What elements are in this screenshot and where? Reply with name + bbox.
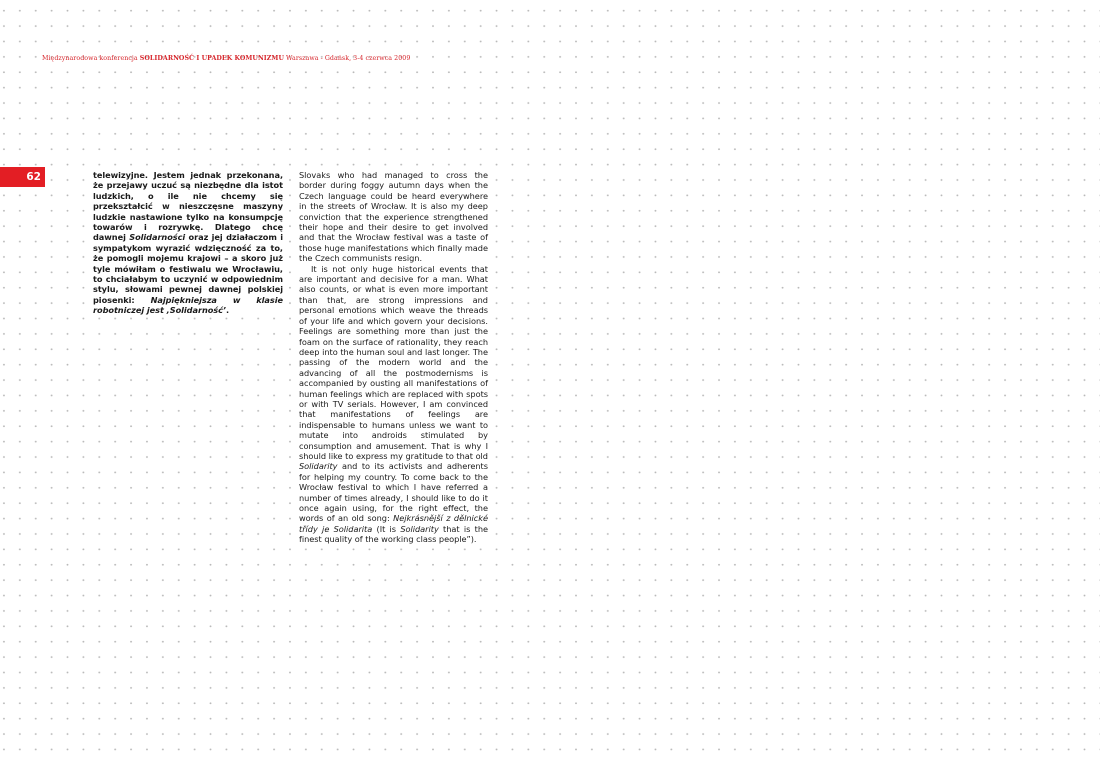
english-paragraph-1: Slovaks who had managed to cross the border during foggy autumn days when the Czech language could be heard everywhere in the streets of Wrocław. It is also my deep conviction that the experience strengthened their hope and their desire to get involved and that the Wrocław festival was a taste of those huge manifestations which finally made the Czech communists resign. <box>299 170 488 264</box>
page-number-tab <box>0 167 45 187</box>
english-paragraph-2 <box>299 264 488 545</box>
english-text-d: that is the finest quality of the working class people”). <box>299 523 489 545</box>
polish-text-c: . <box>225 305 230 316</box>
english-text-column <box>299 170 488 545</box>
polish-emphasis-b: Najpiękniejsza w klasie robotniczej jest ‚Solidarność’ <box>93 294 283 316</box>
header-suffix: Warszawa - Gdańsk, 3-4 czerwca 2009 <box>283 55 411 62</box>
header-title: SOLIDARNOŚĆ I UPADEK KOMUNIZMU <box>139 55 284 62</box>
polish-text-b: oraz jej działaczom i sympatykom wyrazić wdzięczność za to, że pomogli mojemu krajowi – a skoro już tyle mówiłam o festiwalu we Wrocławiu, to chciałabym to uczynić w odpowiednim stylu, słowami pewnej dawnej polskiej piosenki: <box>93 232 283 305</box>
page-number: 62 <box>26 171 41 183</box>
english-text-a: It is not only huge historical events that are important and decisive for a man. What also counts, or what is even more important than that, are strong impressions and personal emotions which weave the threads of your life and which govern your decisions. Feelings are something more than just the foam on the surface of rationality, they reach deep into the human soul and last longer. The passing of the modern world and the advancing of all the postmodernisms is accompanied by ousting all manifestations of human feelings which are replaced with spots or with TV serials. However, I am convinced that manifestations of feelings are indispensable to humans unless we want to mutate into androids stimulated by consumption and amusement. That is why I should like to express my gratitude to that old <box>299 263 488 461</box>
english-emphasis-2: Nejkrásnější z dělnické třídy je Solidarita <box>299 513 488 534</box>
polish-paragraph <box>93 170 283 316</box>
english-text-b: and to its activists and adherents for helping my country. To come back to the Wrocław festival to which I have referred a number of times already, I should like to do it once again using, for the right effect, the words of an old song: <box>299 461 488 524</box>
english-emphasis-3: Solidarity <box>400 523 439 534</box>
polish-text-column <box>93 170 283 316</box>
english-emphasis-1: Solidarity <box>299 461 338 472</box>
polish-text-a: telewizyjne. Jestem jednak przekonana, że przejawy uczuć są niezbędne dla istot ludzkich, o ile nie chcemy się przekształcić w nieszczęsne maszyny ludzkie nastawione tylko na konsumpcję towarów i rozrywkę. Dlatego chcę dawnej <box>93 170 283 243</box>
running-header <box>42 55 410 62</box>
header-prefix: Międzynarodowa konferencja <box>42 55 140 62</box>
polish-emphasis-a: Solidarności <box>129 232 186 243</box>
english-text-c: (It is <box>372 523 401 534</box>
